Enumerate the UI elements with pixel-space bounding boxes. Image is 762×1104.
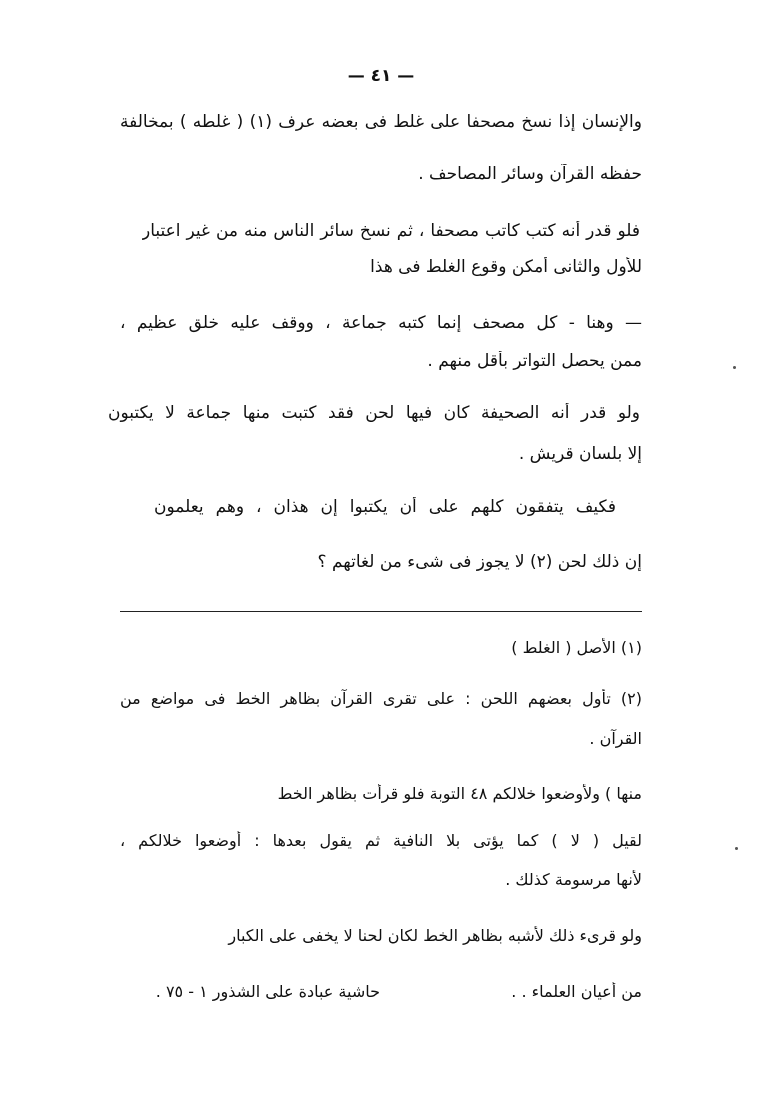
text-line: ولو قدر أنه الصحيفة كان فيها لحن فقد كتبت منها جماعة لا يكتبون [108, 403, 640, 423]
footnote-separator [120, 611, 642, 612]
footnote-line: منها ) ولأوضعوا خلالكم ٤٨ التوبة فلو قرأت بظاهر الخط [277, 784, 642, 803]
footnote-line: من أعيان العلماء . . [511, 982, 642, 1001]
page-number: — ٤١ — [347, 66, 415, 86]
text-line: إن ذلك لحن (٢) لا يجوز فى شىء من لغاتهم ؟ [317, 552, 642, 572]
footnote-line: (٢) تأول بعضهم اللحن : على تقرى القرآن بظاهر الخط فى مواضع من [120, 689, 642, 708]
footnote-source: حاشية عبادة على الشذور ١ - ٧٥ . [155, 982, 380, 1001]
scan-speck [733, 366, 736, 369]
text-line: فلو قدر أنه كتب كاتب مصحفا ، ثم نسخ سائر الناس منه من غير اعتبار [142, 221, 640, 241]
text-line: للأول والثانى أمكن وقوع الغلط فى هذا [370, 257, 642, 277]
text-line: إلا بلسان قريش . [518, 444, 642, 464]
footnote-line: لأنها مرسومة كذلك . [505, 870, 642, 889]
text-line: حفظه القرآن وسائر المصاحف . [418, 164, 642, 184]
footnote-line: لقيل ( لا ) كما يؤتى بلا النافية ثم يقول بعدها : أوضعوا خلالكم ، [120, 831, 642, 850]
text-line: والإنسان إذا نسخ مصحفا على غلط فى بعضه عرف (١) ( غلطه ) بمخالفة [120, 112, 642, 132]
footnote-line: القرآن . [589, 729, 642, 748]
text-line: — وهنا - كل مصحف إنما كتبه جماعة ، ووقف عليه خلق عظيم ، [120, 313, 642, 333]
text-line: فكيف يتفقون كلهم على أن يكتبوا إن هذان ، وهم يعلمون [154, 497, 616, 517]
footnote-line: (١) الأصل ( الغلط ) [511, 638, 642, 657]
scan-speck [735, 847, 738, 850]
text-line: ممن يحصل التواتر بأقل منهم . [427, 351, 642, 371]
footnote-line: ولو قرىء ذلك لأشبه بظاهر الخط لكان لحنا لا يخفى على الكبار [228, 926, 642, 945]
